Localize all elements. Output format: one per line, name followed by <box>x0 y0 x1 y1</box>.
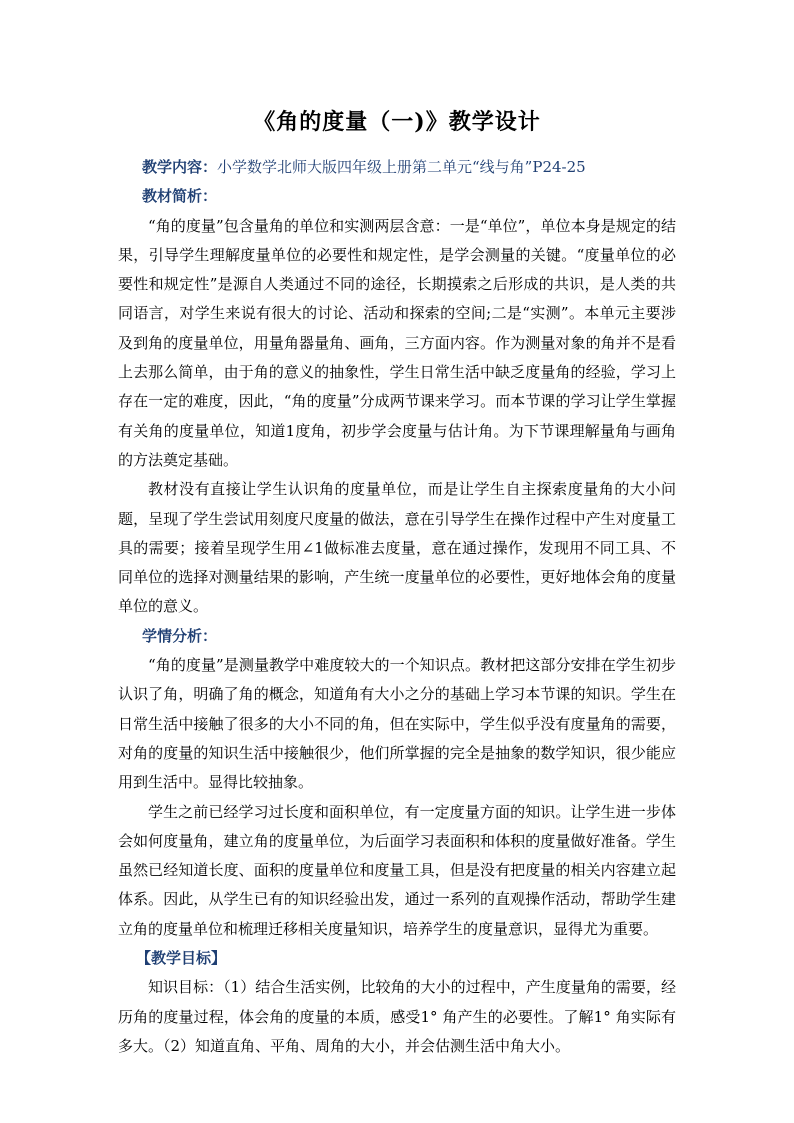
teaching-content-label: 教学内容： <box>142 158 218 176</box>
student-analysis-heading: 学情分析： <box>142 626 218 645</box>
student-paragraph-1: “角的度量”是测量教学中难度较大的一个知识点。教材把这部分安排在学生初步认识了角，明确了角的概念，知道角有大小之分的基础上学习本节课的知识。学生在日常生活中接触了很多的大小不同的角，但在实际中，学生似乎没有度量角的需要，对角的度量的知识生活中接触很少，他们所掌握的完全是抽象的数学知识，很少能应用到生活中。显得比较抽象。 <box>118 656 676 792</box>
document-body <box>118 153 676 1061</box>
goals-paragraph-1: 知识目标：（1）结合生活实例，比较角的大小的过程中，产生度量角的需要，经历角的度量过程，体会角的度量的本质，感受1° 角产生的必要性。了解1° 角实际有多大。（2）知道直角、平角、周角的大小，并会估测生活中角大小。 <box>118 978 676 1055</box>
textbook-analysis-heading: 教材简析： <box>142 187 218 206</box>
teaching-content-line <box>118 153 676 182</box>
textbook-paragraph-2: 教材没有直接让学生认识角的度量单位，而是让学生自主探索度量角的大小问题，呈现了学生尝试用刻度尺度量的做法，意在引导学生在操作过程中产生对度量工具的需要；接着呈现学生用∠1做标准去度量，意在通过操作，发现用不同工具、不同单位的选择对测量结果的影响，产生统一度量单位的必要性，更好地体会角的度量单位的意义。 <box>118 480 676 616</box>
teaching-content-value: 小学数学北师大版四年级上册第二单元“线与角”P24-25 <box>217 158 586 176</box>
document-title: 《角的度量（一)》教学设计 <box>253 109 541 135</box>
student-paragraph-2: 学生之前已经学习过长度和面积单位，有一定度量方面的知识。让学生进一步体会如何度量角，建立角的度量单位，为后面学习表面积和体积的度量做好准备。学生虽然已经知道长度、面积的度量单位和度量工具，但是没有把度量的相关内容建立起体系。因此，从学生已有的知识经验出发，通过一系列的直观操作活动，帮助学生建立角的度量单位和梳理迁移相关度量知识，培养学生的度量意识，显得尤为重要。 <box>118 802 676 938</box>
teaching-goals-heading: 【教学目标】 <box>136 949 227 968</box>
textbook-paragraph-1: “角的度量”包含量角的单位和实测两层含意：一是“单位”，单位本身是规定的结果，引导学生理解度量单位的必要性和规定性，是学会测量的关键。“度量单位的必要性和规定性”是源自人类通过不同的途径，长期摸索之后形成的共识，是人类的共同语言，对学生来说有很大的讨论、活动和探索的空间;二是“实测”。本单元主要涉及到角的度量单位，用量角器量角、画角，三方面内容。作为测量对象的角并不是看上去那么简单，由于角的意义的抽象性，学生日常生活中缺乏度量角的经验，学习上存在一定的难度，因此，“角的度量”分成两节课来学习。而本节课的学习让学生掌握有关角的度量单位，知道1度角，初步学会度量与估计角。为下节课理解量角与画角的方法奠定基础。 <box>118 216 676 469</box>
